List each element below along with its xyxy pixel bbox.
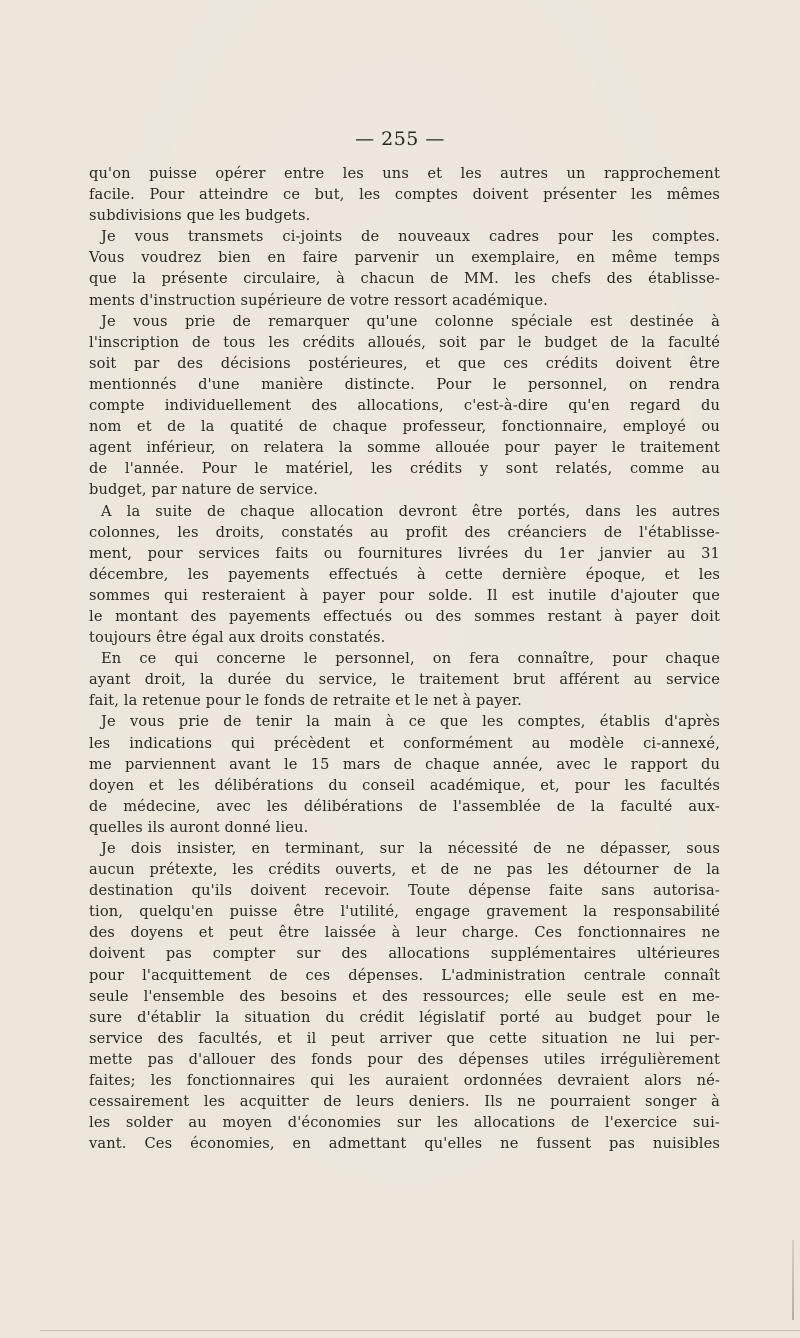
paragraph [89,838,720,1154]
text-line: faites; les fonctionnaires qui les auraient ordonnées devraient alors né- [89,1072,720,1090]
text-line: toujours être égal aux droits constatés. [89,629,386,647]
paragraph [89,711,720,838]
text-line: soit par des décisions postérieures, et que ces crédits doivent être [89,354,720,372]
text-line: qu'on puisse opérer entre les uns et les autres un rapprochement [89,165,720,182]
text-line: colonnes, les droits, constatés au profit des créanciers de l'établisse- [89,523,720,541]
text-line: de l'année. Pour le matériel, les crédits y sont relatés, comme au [89,460,720,478]
text-line: aucun prétexte, les crédits ouverts, et de ne pas les détourner de la [89,861,720,879]
text-line: doyen et les délibérations du conseil académique, et, pour les facultés [89,776,720,794]
text-line: Vous voudrez bien en faire parvenir un exemplaire, en même temps [89,249,720,267]
text-line: ment, pour services faits ou fournitures livrées du 1er janvier au 31 [89,544,720,562]
paragraph [89,501,720,649]
text-line: sommes qui resteraient à payer pour solde. Il est inutile d'ajouter que [89,586,720,604]
text-line: facile. Pour atteindre ce but, les comptes doivent présenter les mêmes [89,186,720,204]
text-line: ayant droit, la durée du service, le traitement brut afférent au service [89,671,720,689]
paragraph [89,226,720,310]
text-line: ments d'instruction supérieure de votre ressort académique. [89,291,548,309]
text-line: seule l'ensemble des besoins et des ressources; elle seule est en me- [89,987,720,1005]
text-line: A la suite de chaque allocation devront être portés, dans les autres [101,502,720,520]
text-line: En ce qui concerne le personnel, on fera connaître, pour chaque [101,650,720,668]
text-line: nom et de la quatité de chaque professeur, fonctionnaire, employé ou [89,418,720,436]
text-line: destination qu'ils doivent recevoir. Toute dépense faite sans autorisa- [89,882,720,900]
text-line: subdivisions que les budgets. [89,207,311,225]
paragraph [89,163,720,226]
text-line: mette pas d'allouer des fonds pour des dépenses utiles irrégulièrement [89,1050,720,1068]
text-line: tion, quelqu'en puisse être l'utilité, engage gravement la responsabilité [89,903,720,921]
text-line: Je dois insister, en terminant, sur la nécessité de ne dépasser, sous [101,840,720,857]
text-line: sure d'établir la situation du crédit législatif porté au budget pour le [89,1008,720,1026]
text-line: Je vous prie de tenir la main à ce que les comptes, établis d'après [101,713,720,731]
text-line: me parviennent avant le 15 mars de chaque année, avec le rapport du [89,755,720,773]
text-line: des doyens et peut être laissée à leur charge. Ces fonctionnaires ne [89,924,720,942]
text-line: mentionnés d'une manière distincte. Pour le personnel, on rendra [89,375,720,393]
page-edge-shadow [40,1330,800,1331]
text-line: doivent pas compter sur des allocations supplémentaires ultérieures [89,945,720,963]
text-line: le montant des payements effectués ou des sommes restant à payer doit [89,607,720,625]
text-line: l'inscription de tous les crédits alloués, soit par le budget de la faculté [89,333,720,351]
binding-edge-mark [792,1240,794,1320]
text-line: service des facultés, et il peut arriver que cette situation ne lui per- [89,1029,720,1047]
paragraph [89,648,720,711]
paragraph [89,311,720,501]
text-line: Je vous prie de remarquer qu'une colonne spéciale est destinée à [101,312,720,330]
text-line: agent inférieur, on relatera la somme allouée pour payer le traitement [89,439,720,457]
text-line: vant. Ces économies, en admettant qu'elles ne fussent pas nuisibles [89,1135,720,1153]
text-line: que la présente circulaire, à chacun de MM. les chefs des établisse- [89,270,720,288]
body-text [89,163,720,1154]
text-line: compte individuellement des allocations, c'est-à-dire qu'en regard du [89,397,720,415]
text-line: quelles ils auront donné lieu. [89,818,309,836]
text-line: Je vous transmets ci-joints de nouveaux cadres pour les comptes. [101,228,720,246]
text-line: de médecine, avec les délibérations de l'assemblée de la faculté aux- [89,797,720,815]
text-line: cessairement les acquitter de leurs deniers. Ils ne pourraient songer à [89,1093,720,1111]
text-line: décembre, les payements effectués à cette dernière époque, et les [89,565,720,583]
text-line: fait, la retenue pour le fonds de retraite et le net à payer. [89,692,522,710]
page-number: — 255 — [355,128,445,150]
text-line: budget, par nature de service. [89,481,319,499]
text-line: les indications qui précèdent et conformément au modèle ci-annexé, [89,734,720,752]
text-line: pour l'acquittement de ces dépenses. L'administration centrale connaît [89,966,720,984]
text-line: les solder au moyen d'économies sur les allocations de l'exercice sui- [89,1114,720,1132]
